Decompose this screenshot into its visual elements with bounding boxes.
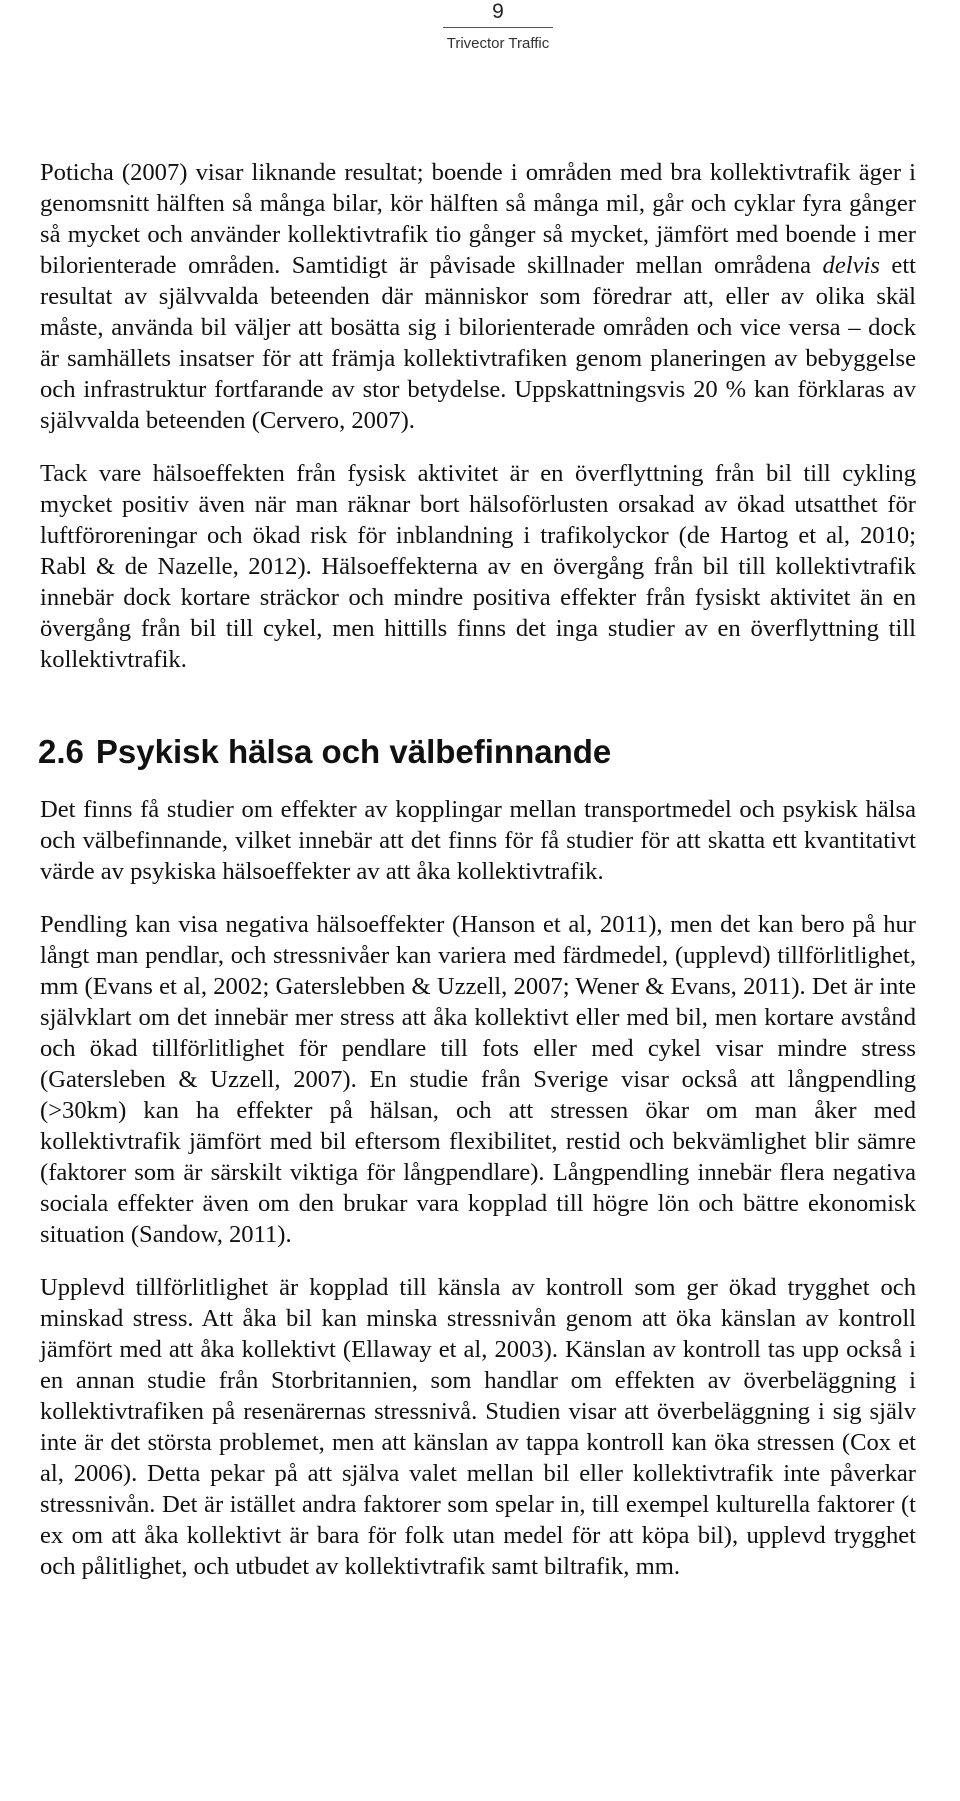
paragraph-commuting: Pendling kan visa negativa hälsoeffekter (Hanson et al, 2011), men det kan bero på hur långt man pendlar, och stressnivåer kan variera med färdmedel, (upplevd) tillförlitlighet, mm (Evans et al, 2002; Gaterslebben & Uzzell, 2007; Wener & Evans, 2011). Det är inte självklart om det innebär mer stress att åka kollektivt eller med bil, men kortare avstånd och ökad tillförlitlighet för pendlare till fots eller med cykel visar mindre stress (Gatersleben & Uzzell, 2007). En studie från Sverige visar också att långpendling (>30km) kan ha effekter på hälsan, och att stressen ökar om man åker med kollektivtrafik jämfört med bil eftersom flexibilitet, restid och bekvämlighet blir sämre (faktorer som är särskilt viktiga för långpendlare). Långpendling innebär flera negativa sociala effekter även om den brukar vara kopplad till högre lön och bättre ekonomisk situation (Sandow, 2011).	[40, 911, 916, 1248]
paragraph-cycling: Tack vare hälsoeffekten från fysisk aktivitet är en överflyttning från bil till cykling mycket positiv även när man räknar bort hälsoförlusten orsakad av ökad utsatthet för luftföroreningar och ökad risk för inblandning i trafikolyckor (de Hartog et al, 2010; Rabl & de Nazelle, 2012). Hälsoeffekterna av en övergång från bil till kollektivtrafik innebär dock kortare sträckor och mindre positiva effekter från fysiskt aktivitet än en övergång från bil till cykel, men hittills finns det inga studier av en överflyttning till kollektivtrafik.	[40, 460, 916, 673]
section-title: Psykisk hälsa och välbefinnande	[95, 733, 612, 770]
section-number: 2.6	[38, 733, 84, 770]
paragraph-reliability: Upplevd tillförlitlighet är kopplad till känsla av kontroll som ger ökad trygghet och minskad stress. Att åka bil kan minska stressnivån genom att öka känslan av kontroll jämfört med att åka kollektivt (Ellaway et al, 2003). Känslan av kontroll tas upp också i en annan studie från Storbritannien, som handlar om effekten av överbeläggning i kollektivtrafiken på resenärernas stressnivå. Studien visar att överbeläggning i sig själv inte är det största problemet, men att känslan av tappa kontroll kan öka stressen (Cox et al, 2006). Detta pekar på att själva valet mellan bil eller kollektivtrafik inte påverkar stressnivån. Det är istället andra faktorer som spelar in, till exempel kulturella faktorer (t ex om att åka kollektivt är bara för folk utan medel för att köpa bil), upplevd trygghet och pålitlighet, och utbudet av kollektivtrafik samt biltrafik, mm.	[40, 1274, 916, 1580]
document-body	[40, 157, 916, 1604]
section-heading	[38, 732, 916, 772]
paragraph-intro-part-1: Poticha (2007) visar liknande resultat; boende i områden med bra kollektivtrafik äger i genomsnitt hälften så många bilar, kör hälften så många mil, går och cyklar fyra gånger så mycket och använder kollektivtrafik tio gånger så mycket, jämfört med boende i mer bilorienterade områden. Samtidigt är påvisade skillnader mellan områdena	[40, 159, 916, 279]
header-label: Trivector Traffic	[446, 35, 550, 52]
page-number: 9	[443, 0, 553, 28]
paragraph-intro-emphasis: delvis	[822, 252, 880, 279]
paragraph-intro-part-2: ett resultat av självvalda beteenden där människor som föredrar att, eller av olika skäl måste, använda bil väljer att bosätta sig i bilorienterade områden och vice versa – dock är samhällets insatser för att främja kollektivtrafiken genom planeringen av bebyggelse och infrastruktur fortfarande av stor betydelse. Uppskattningsvis 20 % kan förklaras av självvalda beteenden (Cervero, 2007).	[40, 252, 917, 434]
paragraph-few-studies: Det finns få studier om effekter av kopplingar mellan transportmedel och psykisk hälsa och välbefinnande, vilket innebär att det finns för få studier för att skatta ett kvantitativt värde av psykiska hälsoeffekter av att åka kollektivtrafik.	[40, 796, 916, 885]
paragraph-intro	[40, 157, 916, 436]
page-header	[443, 0, 553, 54]
